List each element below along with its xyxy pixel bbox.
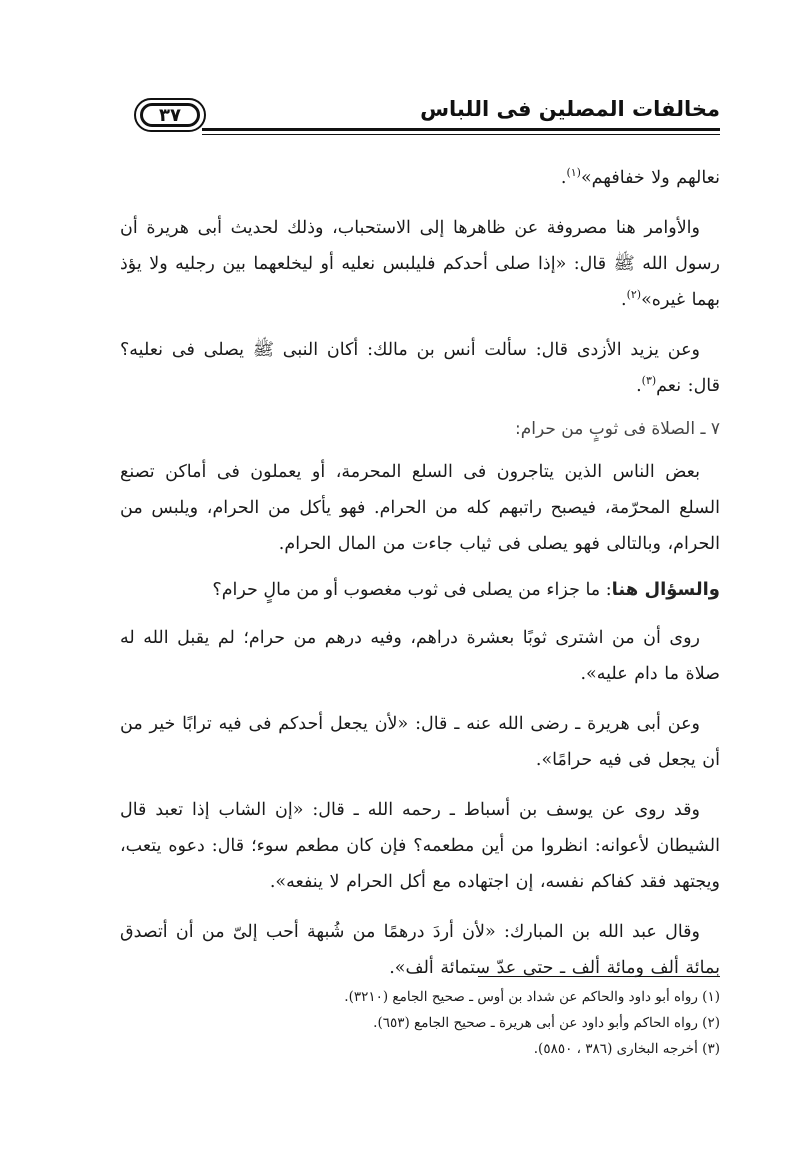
- running-title: مخالفات المصلين فى اللباس: [420, 97, 720, 121]
- paragraph-2: [120, 210, 720, 318]
- page-header: [120, 96, 720, 140]
- paragraph-5: روى أن من اشترى ثوبًا بعشرة دراهم، وفيه درهم من حرام؛ لم يقبل الله له صلاة ما دام عليه».: [120, 628, 720, 684]
- footnote-ref-1: (١): [566, 166, 581, 180]
- footnote-ref-2: (٢): [626, 288, 642, 302]
- paragraph-3-text: وعن يزيد الأزدى قال: سألت أنس بن مالك: أكان النبى ﷺ يصلى فى نعليه؟ قال: نعم: [120, 340, 720, 396]
- header-rule-thin: [202, 134, 720, 135]
- paragraph-6: وعن أبى هريرة ـ رضى الله عنه ـ قال: «لأن يجعل أحدكم فى فيه ترابًا خير من أن يجعل فى فيه حرامًا».: [120, 714, 720, 770]
- question-label: والسؤال هنا: [611, 579, 720, 600]
- page-content: [120, 160, 720, 1000]
- page-number-badge: [134, 98, 206, 132]
- footnote-separator: [478, 976, 720, 977]
- question-line: [120, 572, 720, 608]
- paragraph-3-end: .: [636, 376, 642, 396]
- paragraph-1: [120, 160, 720, 196]
- paragraph-2-end: .: [620, 290, 627, 310]
- paragraph-7: وقد روى عن يوسف بن أسباط ـ رحمه الله ـ قال: «إن الشاب إذا تعبد قال الشيطان لأعوانه: انظروا من أين مطعمه؟ فإن كان مطعم سوء؛ قال: دعوه يتعب، ويجتهد فقد كفاكم نفسه، إن اجتهاده مع أكل الحرام لا ينفعه».: [120, 800, 720, 892]
- paragraph-1-end: .: [560, 168, 567, 188]
- page-number: ٣٧: [140, 103, 200, 127]
- paragraph-3: [120, 332, 720, 404]
- header-rule: [202, 128, 720, 131]
- paragraph-8: وقال عبد الله بن المبارك: «لأن أردَ درهمًا من شُبهة أحب إلىّ من أن أتصدق بمائة ألف ومائة ألف ـ حتى عدّ ستمائة ألف».: [120, 922, 720, 978]
- paragraph-1-text: نعالهم ولا خفافهم»: [580, 168, 720, 188]
- paragraph-4: بعض الناس الذين يتاجرون فى السلع المحرمة، أو يعملون فى أماكن تصنع السلع المحرّمة، فيصبح راتبهم كله من الحرام. فهو يأكل من الحرام، ويلبس من الحرام، وبالتالى فهو يصلى فى ثياب جاءت من المال الحرام.: [120, 462, 720, 554]
- footnote-2: (٢) رواه الحاكم وأبو داود عن أبى هريرة ـ صحيح الجامع (٦٥٣).: [373, 1015, 720, 1031]
- question-text: : ما جزاء من يصلى فى ثوب مغصوب أو من مالٍ حرام؟: [212, 580, 612, 600]
- footnote-1: (١) رواه أبو داود والحاكم عن شداد بن أوس ـ صحيح الجامع (٣٢١٠).: [344, 989, 720, 1005]
- paragraph-2-text: والأوامر هنا مصروفة عن ظاهرها إلى الاستحباب، وذلك لحديث أبى هريرة أن رسول الله ﷺ قال: «إذا صلى أحدكم فليلبس نعليه أو ليخلعهما بين رجليه ولا يؤذ بهما غيره»: [120, 218, 720, 310]
- footnote-ref-3: (٣): [641, 374, 657, 388]
- section-heading: ٧ ـ الصلاة فى ثوبٍ من حرام:: [515, 419, 720, 439]
- footnote-3: (٣) أخرجه البخارى (٣٨٦ ، ٥٨٥٠).: [533, 1041, 720, 1057]
- footnotes: [120, 984, 720, 1062]
